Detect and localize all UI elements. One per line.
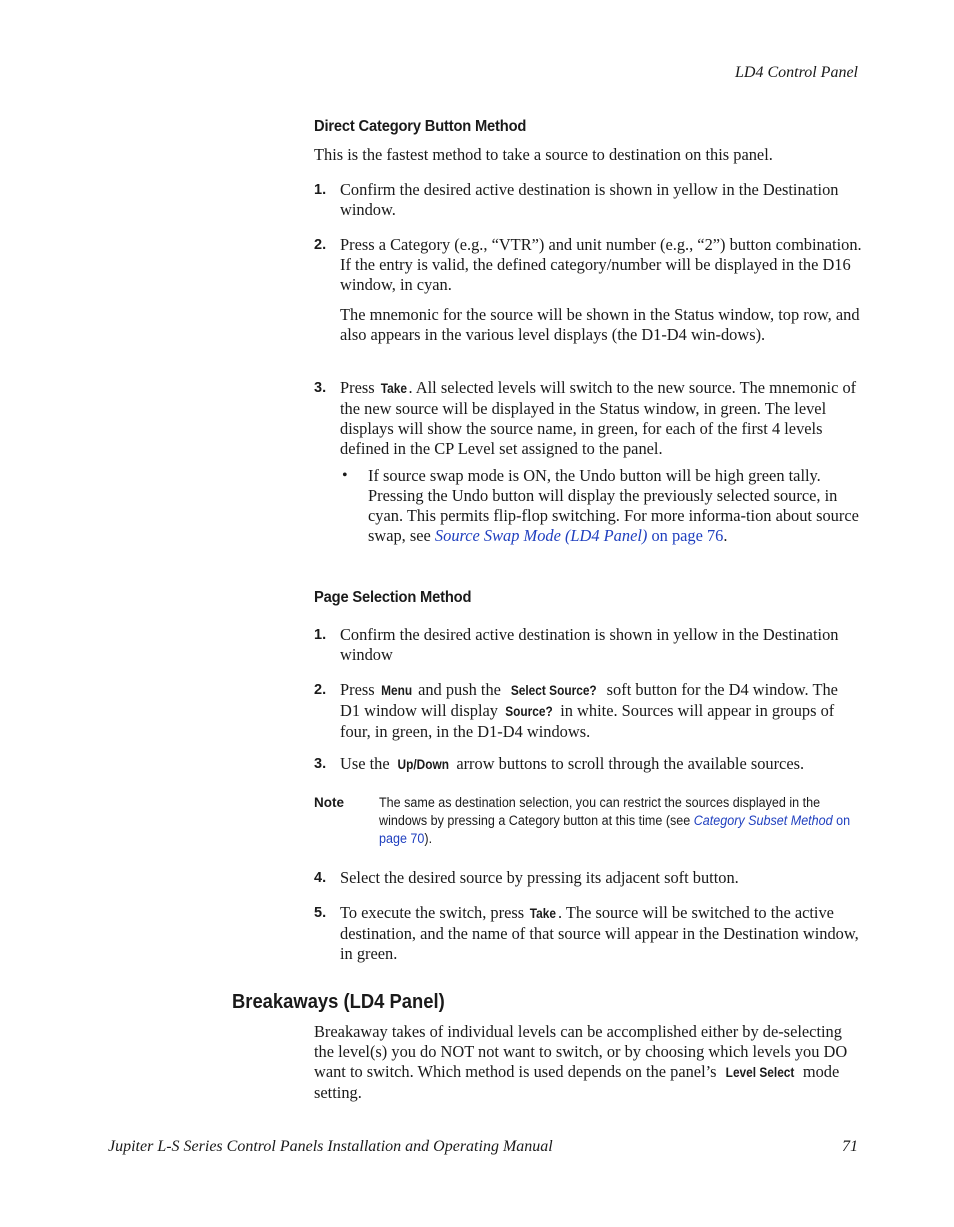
bullet-marker: • — [342, 467, 348, 484]
step-number: 3. — [314, 756, 327, 772]
ui-term-up-down: Up/Down — [397, 757, 449, 772]
step-number: 1. — [314, 627, 327, 643]
step-followup: The mnemonic for the source will be shown in the Status window, top row, and also appears in the various level displays (the D1-D4 win-dows). — [340, 305, 860, 344]
step-item — [314, 180, 862, 220]
section-body: Breakaway takes of individual levels can be accomplished either by de-selecting the level(s) you do NOT not want to switch, or by choosing which levels you DO want to switch. Which method is used depends on the panel’s Level Select mode setting. — [314, 1022, 848, 1102]
section-heading-breakaways: Breakaways (LD4 Panel) — [232, 991, 445, 1013]
step-number: 4. — [314, 870, 327, 886]
step-text: To execute the switch, press Take . The source will be switched to the active destination, and the name of that source will appear in the Destination window, in green. — [340, 903, 859, 963]
running-header: LD4 Control Panel — [735, 64, 858, 81]
section-heading-page-selection: Page Selection Method — [314, 589, 472, 606]
step-text: Use the Up/Down arrow buttons to scroll through the available sources. — [340, 754, 805, 773]
step-text: Confirm the desired active destination is shown in yellow in the Destination window. — [340, 180, 839, 219]
step-number: 2. — [314, 682, 327, 698]
note-text: The same as destination selection, you can restrict the sources displayed in the windows by pressing a Category button at this time (see Category Subset Method on page 70). — [379, 795, 851, 846]
step-item — [314, 754, 862, 775]
step-item — [314, 903, 862, 964]
step-text: Select the desired source by pressing its adjacent soft button. — [340, 868, 739, 887]
note-block — [314, 794, 862, 848]
page-number: 71 — [842, 1138, 858, 1155]
ui-term-menu: Menu — [380, 683, 412, 698]
ui-term-source: Source? — [505, 704, 553, 719]
step-item — [314, 625, 862, 665]
step-number: 5. — [314, 905, 327, 921]
cross-reference-link[interactable]: Category Subset Method on page 70 — [379, 813, 851, 846]
step-item — [314, 680, 862, 742]
step-text: Press Menu and push the Select Source? soft button for the D4 window. The D1 window will display Source? in white. Sources will appear in groups of four, in green, in the D1-D4 windows. — [340, 680, 838, 741]
section-heading-direct-category: Direct Category Button Method — [314, 118, 527, 135]
ui-term-level-select: Level Select — [725, 1065, 795, 1080]
cross-reference-link[interactable]: Source Swap Mode (LD4 Panel) on page 76 — [434, 526, 724, 545]
note-label: Note — [314, 795, 344, 810]
step-text: Press a Category (e.g., “VTR”) and unit number (e.g., “2”) button combination. If the entry is valid, the defined category/number will be displayed in the D16 window, in cyan. — [340, 235, 862, 294]
step-number: 3. — [314, 380, 327, 396]
step-item — [314, 868, 862, 888]
step-item — [314, 235, 862, 345]
ui-term-take: Take — [529, 906, 557, 921]
ui-term-select-source: Select Source? — [510, 683, 597, 698]
footer-manual-title: Jupiter L-S Series Control Panels Installation and Operating Manual — [108, 1138, 553, 1155]
step-number: 1. — [314, 182, 327, 198]
step-text: Press Take . All selected levels will switch to the new source. The mnemonic of the new source will be displayed in the Status window, in green. The level displays will show the source name, in green, for each of the first 4 levels defined in the CP Level set assigned to the panel. — [340, 378, 857, 458]
bullet-item — [342, 466, 862, 546]
section-intro: This is the fastest method to take a source to destination on this panel. — [314, 145, 773, 164]
step-text: Confirm the desired active destination is shown in yellow in the Destination window — [340, 625, 839, 664]
step-item — [314, 378, 862, 459]
bullet-text: If source swap mode is ON, the Undo button will be high green tally. Pressing the Undo button will display the previously selected source, in cyan. This permits flip-flop switching. For more informa-tion about source swap, see Source Swap Mode (LD4 Panel) on page 76. — [368, 466, 859, 545]
ui-term-take: Take — [380, 381, 407, 396]
step-number: 2. — [314, 237, 327, 253]
